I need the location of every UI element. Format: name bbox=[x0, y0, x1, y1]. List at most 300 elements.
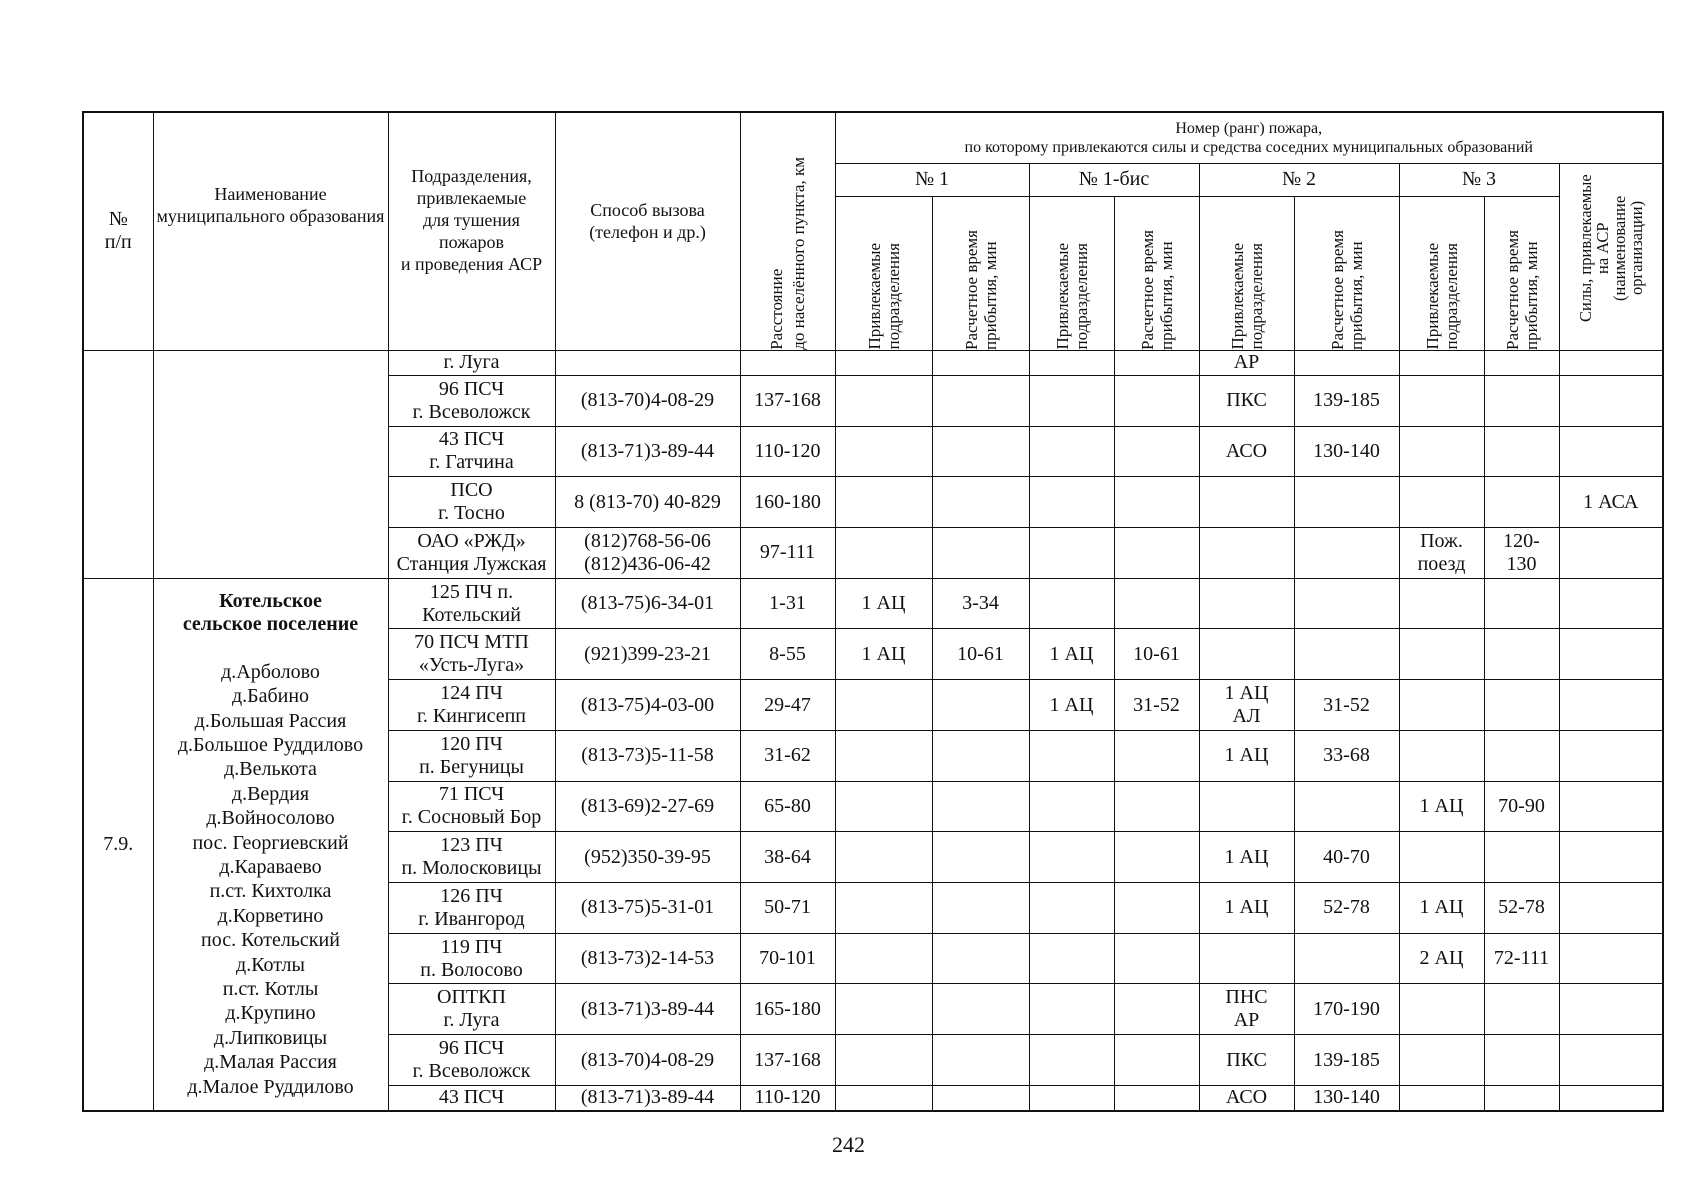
unit-line: 43 ПСЧ bbox=[438, 1086, 505, 1109]
unit-cell bbox=[388, 477, 555, 528]
header-municipality-text: Наименование муниципального образования bbox=[156, 184, 385, 226]
unit-line-stack bbox=[389, 1086, 555, 1109]
rank2-units-line-stack bbox=[1200, 440, 1294, 463]
unit-line: п. Волосово bbox=[420, 958, 523, 981]
phone-line-stack bbox=[556, 530, 740, 576]
rank2-time-cell bbox=[1294, 528, 1399, 579]
rank3-time-line-stack bbox=[1485, 896, 1559, 919]
header-distance-line: до населённого пункта, км bbox=[788, 156, 808, 350]
table-body bbox=[83, 350, 1663, 1111]
header-municipality bbox=[153, 112, 388, 350]
phone-cell bbox=[555, 680, 740, 731]
header-sub-line: Привлекаемые bbox=[864, 242, 884, 350]
phone-cell bbox=[555, 933, 740, 984]
unit-line: 43 ПСЧ bbox=[438, 428, 505, 451]
unit-line: г. Всеволожск bbox=[412, 400, 531, 423]
rank3-units-cell bbox=[1399, 781, 1484, 832]
unit-line-stack bbox=[389, 581, 555, 627]
phone-cell bbox=[555, 1035, 740, 1086]
rank2-units-line-stack bbox=[1200, 896, 1294, 919]
rank2-units-cell bbox=[1199, 1035, 1294, 1086]
rank1bis-time-cell bbox=[1114, 375, 1199, 426]
unit-line-stack bbox=[389, 885, 555, 931]
header-sub-line: подразделения bbox=[883, 243, 903, 350]
phone-cell bbox=[555, 629, 740, 680]
unit-cell bbox=[388, 680, 555, 731]
rank1bis-units-cell bbox=[1029, 984, 1114, 1035]
rank2-units-line: АСО bbox=[1225, 439, 1268, 462]
rank2-units-cell bbox=[1199, 832, 1294, 883]
header-r2-units bbox=[1199, 196, 1294, 350]
phone-cell bbox=[555, 1085, 740, 1111]
village-item: пос. Котельский bbox=[201, 929, 340, 952]
rank2-time-cell: 33-68 bbox=[1294, 730, 1399, 781]
rank3-time-cell bbox=[1484, 883, 1559, 934]
rank2-units-line-stack bbox=[1200, 1086, 1294, 1109]
phone-cell bbox=[555, 528, 740, 579]
municipality-cell-continued bbox=[153, 350, 388, 578]
rank3-units-line: Пож. bbox=[1420, 529, 1463, 552]
rank3-time-line-stack bbox=[1485, 947, 1559, 970]
header-sub-line: подразделения bbox=[1071, 243, 1091, 350]
rank1-time-cell bbox=[932, 528, 1029, 579]
asr-cell bbox=[1559, 984, 1663, 1035]
header-sub-line: подразделения bbox=[1441, 243, 1461, 350]
phone-line: (812)768-56-06 bbox=[584, 529, 711, 552]
village-item: п.ст. Кихтолка bbox=[209, 880, 332, 903]
rank2-units-cell bbox=[1199, 528, 1294, 579]
unit-line: 123 ПЧ bbox=[440, 834, 503, 857]
rank2-time-cell: 130-140 bbox=[1294, 1085, 1399, 1111]
asr-cell bbox=[1559, 629, 1663, 680]
rank2-time-cell: 31-52 bbox=[1294, 680, 1399, 731]
rank2-units-line: 1 АЦ bbox=[1224, 845, 1269, 868]
village-item: д.Вердия bbox=[231, 782, 310, 805]
header-sub-line: Расчетное время bbox=[1502, 229, 1522, 350]
unit-cell bbox=[388, 578, 555, 629]
phone-cell bbox=[555, 883, 740, 934]
village-item: д.Котлы bbox=[236, 953, 305, 976]
rank1-time-cell bbox=[932, 1035, 1029, 1086]
header-asr bbox=[1559, 163, 1663, 350]
rank3-units-cell bbox=[1399, 680, 1484, 731]
asr-cell bbox=[1559, 730, 1663, 781]
rank1bis-time-cell bbox=[1114, 1035, 1199, 1086]
header-units-line: для тушения bbox=[423, 210, 520, 230]
rank1bis-units-cell bbox=[1029, 883, 1114, 934]
asr-cell bbox=[1559, 1085, 1663, 1111]
rank1-time-cell bbox=[932, 375, 1029, 426]
asr-cell bbox=[1559, 883, 1663, 934]
rank1-time-cell bbox=[932, 1085, 1029, 1111]
unit-line: 96 ПСЧ bbox=[438, 377, 505, 400]
unit-line: ОАО «РЖД» bbox=[417, 529, 526, 552]
distance-cell: 70-101 bbox=[740, 933, 835, 984]
rank2-units-line: ПКС bbox=[1226, 1048, 1267, 1071]
village-item: д.Крупино bbox=[225, 1002, 316, 1025]
header-sub-line: подразделения bbox=[1246, 243, 1266, 350]
rank1-units-cell bbox=[835, 350, 932, 375]
phone-line-stack bbox=[556, 491, 740, 514]
header-sub-line: прибытия, мин bbox=[980, 240, 1000, 350]
rank1bis-units-cell: 1 АЦ bbox=[1029, 629, 1114, 680]
unit-cell bbox=[388, 350, 555, 375]
rank3-units-cell bbox=[1399, 730, 1484, 781]
distance-cell: 165-180 bbox=[740, 984, 835, 1035]
header-num-text: № п/п bbox=[104, 208, 132, 254]
village-item: д.Арболово bbox=[221, 660, 320, 683]
unit-line: 125 ПЧ п. bbox=[429, 580, 514, 603]
section-municipality bbox=[153, 578, 388, 1111]
village-item: п.ст. Котлы bbox=[222, 977, 319, 1000]
section-name-line: Котельское bbox=[219, 589, 322, 612]
phone-line-stack bbox=[556, 440, 740, 463]
table-row bbox=[83, 578, 1663, 629]
rank2-time-cell bbox=[1294, 629, 1399, 680]
header-r2-time bbox=[1294, 196, 1399, 350]
phone-line-stack bbox=[556, 795, 740, 818]
rank1bis-time-cell bbox=[1114, 477, 1199, 528]
rank2-time-cell: 130-140 bbox=[1294, 426, 1399, 477]
village-item: д.Корветино bbox=[217, 904, 324, 927]
unit-line-stack bbox=[389, 631, 555, 677]
rank2-units-cell bbox=[1199, 629, 1294, 680]
phone-line-stack bbox=[556, 744, 740, 767]
rank3-time-cell bbox=[1484, 1035, 1559, 1086]
rank1-time-cell bbox=[932, 426, 1029, 477]
unit-line: г. Ивангород bbox=[418, 907, 525, 930]
header-rank-1: № 1 bbox=[835, 163, 1029, 196]
header-sub-line: прибытия, мин bbox=[1346, 240, 1366, 350]
rank3-units-cell bbox=[1399, 350, 1484, 375]
rank1bis-time-cell bbox=[1114, 426, 1199, 477]
phone-line-stack bbox=[556, 896, 740, 919]
header-sub-line: прибытия, мин bbox=[1156, 240, 1176, 350]
rank1-units-cell bbox=[835, 528, 932, 579]
rank2-time-cell bbox=[1294, 933, 1399, 984]
rank1-units-cell: 1 АЦ bbox=[835, 629, 932, 680]
rank1-units-cell: 1 АЦ bbox=[835, 578, 932, 629]
rank3-time-line-stack bbox=[1485, 795, 1559, 818]
phone-line: (813-75)6-34-01 bbox=[580, 592, 715, 615]
unit-line: Станция Лужская bbox=[396, 552, 547, 575]
header-r1-time bbox=[932, 196, 1029, 350]
phone-cell bbox=[555, 984, 740, 1035]
rank3-units-cell bbox=[1399, 477, 1484, 528]
section-name-line: сельское поселение bbox=[182, 612, 359, 635]
distance-cell: 110-120 bbox=[740, 1085, 835, 1111]
rank1-units-cell bbox=[835, 883, 932, 934]
rank1bis-units-cell bbox=[1029, 375, 1114, 426]
rank3-time-cell bbox=[1484, 375, 1559, 426]
rank1-units-cell bbox=[835, 781, 932, 832]
header-asr-line: на АСР bbox=[1592, 221, 1612, 274]
distance-cell: 38-64 bbox=[740, 832, 835, 883]
rank2-units-line: 1 АЦ bbox=[1224, 896, 1269, 919]
unit-line: Котельский bbox=[422, 603, 521, 626]
asr-cell: 1 АСА bbox=[1559, 477, 1663, 528]
rank2-units-line: АЛ bbox=[1232, 705, 1261, 728]
unit-cell bbox=[388, 832, 555, 883]
unit-line-stack bbox=[389, 351, 555, 374]
header-units bbox=[388, 112, 555, 350]
rank3-time-cell bbox=[1484, 832, 1559, 883]
header-distance bbox=[740, 112, 835, 350]
distance-cell: 1-31 bbox=[740, 578, 835, 629]
rank3-time-cell bbox=[1484, 680, 1559, 731]
header-sub-line: Привлекаемые bbox=[1227, 242, 1247, 350]
rank1bis-time-cell bbox=[1114, 883, 1199, 934]
rank1-units-cell bbox=[835, 984, 932, 1035]
phone-line: (952)350-39-95 bbox=[584, 845, 711, 868]
rank3-time-cell bbox=[1484, 1085, 1559, 1111]
phone-line: (921)399-23-21 bbox=[584, 642, 711, 665]
rank2-units-cell bbox=[1199, 477, 1294, 528]
unit-cell bbox=[388, 375, 555, 426]
rank3-time-line-stack bbox=[1485, 530, 1559, 576]
rank1bis-time-cell bbox=[1114, 1085, 1199, 1111]
asr-cell bbox=[1559, 426, 1663, 477]
header-units-line: Подразделения, bbox=[411, 166, 532, 186]
unit-line: г. Луга bbox=[443, 1009, 500, 1032]
rank1bis-units-cell bbox=[1029, 781, 1114, 832]
unit-line: «Усть-Луга» bbox=[418, 654, 525, 677]
phone-cell bbox=[555, 477, 740, 528]
rank3-time-cell bbox=[1484, 984, 1559, 1035]
rank3-units-line-stack bbox=[1400, 896, 1484, 919]
header-sub-line: Расчетное время bbox=[961, 229, 981, 350]
unit-cell bbox=[388, 528, 555, 579]
rank1bis-units-cell bbox=[1029, 1035, 1114, 1086]
rank1-time-cell bbox=[932, 984, 1029, 1035]
rank2-time-cell bbox=[1294, 781, 1399, 832]
rank2-units-cell bbox=[1199, 375, 1294, 426]
rank3-units-cell bbox=[1399, 933, 1484, 984]
rank2-units-line: АСО bbox=[1225, 1086, 1268, 1109]
rank2-units-cell bbox=[1199, 578, 1294, 629]
rank1-units-cell bbox=[835, 730, 932, 781]
header-call-line: (телефон и др.) bbox=[589, 222, 706, 242]
unit-cell bbox=[388, 730, 555, 781]
rank3-time-line: 52-78 bbox=[1498, 896, 1545, 919]
rank1bis-time-cell bbox=[1114, 350, 1199, 375]
page-number: 242 bbox=[832, 1132, 865, 1157]
phone-line-stack bbox=[556, 592, 740, 615]
rank3-units-cell bbox=[1399, 629, 1484, 680]
rank2-time-cell bbox=[1294, 477, 1399, 528]
unit-line-stack bbox=[389, 530, 555, 576]
rank2-units-line: АР bbox=[1233, 1009, 1260, 1032]
asr-cell bbox=[1559, 781, 1663, 832]
header-rank-2: № 2 bbox=[1199, 163, 1399, 196]
phone-line: (813-69)2-27-69 bbox=[580, 794, 715, 817]
unit-line: 71 ПСЧ bbox=[438, 783, 505, 806]
phone-line: 8 (813-70) 40-829 bbox=[574, 490, 721, 513]
unit-line: г. Луга bbox=[443, 351, 500, 374]
header-asr-line: (наименование bbox=[1609, 194, 1629, 301]
rank1bis-units-cell bbox=[1029, 1085, 1114, 1111]
unit-line: г. Всеволожск bbox=[412, 1060, 531, 1083]
phone-line: (813-71)3-89-44 bbox=[580, 997, 715, 1020]
rank1bis-units-cell bbox=[1029, 832, 1114, 883]
rank3-units-line-stack bbox=[1400, 947, 1484, 970]
rank2-units-line: АР bbox=[1233, 351, 1260, 374]
phone-cell bbox=[555, 426, 740, 477]
phone-line-stack bbox=[556, 998, 740, 1021]
rank1-units-cell bbox=[835, 832, 932, 883]
distance-cell: 50-71 bbox=[740, 883, 835, 934]
rank3-units-line: 1 АЦ bbox=[1419, 896, 1464, 919]
phone-line: (812)436-06-42 bbox=[584, 552, 711, 575]
rank3-time-cell bbox=[1484, 350, 1559, 375]
header-call bbox=[555, 112, 740, 350]
fire-resources-table bbox=[82, 111, 1664, 1112]
header-distance-line: Расстояние bbox=[766, 268, 786, 350]
phone-line: (813-71)3-89-44 bbox=[580, 1086, 715, 1109]
rank2-units-cell bbox=[1199, 933, 1294, 984]
unit-line-stack bbox=[389, 378, 555, 424]
rank3-units-line-stack bbox=[1400, 795, 1484, 818]
phone-line-stack bbox=[556, 643, 740, 666]
rank1-time-cell bbox=[932, 477, 1029, 528]
distance-cell: 65-80 bbox=[740, 781, 835, 832]
rank2-units-cell bbox=[1199, 426, 1294, 477]
rank2-units-line-stack bbox=[1200, 351, 1294, 374]
rank3-units-line: 1 АЦ bbox=[1419, 794, 1464, 817]
unit-line: 120 ПЧ bbox=[440, 732, 503, 755]
unit-line: 96 ПСЧ bbox=[438, 1037, 505, 1060]
rank3-time-cell bbox=[1484, 578, 1559, 629]
rank1-time-cell bbox=[932, 933, 1029, 984]
rank2-units-cell bbox=[1199, 1085, 1294, 1111]
village-item: д.Липковицы bbox=[213, 1026, 328, 1049]
distance-cell: 29-47 bbox=[740, 680, 835, 731]
unit-line: г. Сосновый Бор bbox=[401, 806, 542, 829]
header-r1-units bbox=[835, 196, 932, 350]
unit-line: г. Гатчина bbox=[429, 451, 514, 474]
unit-line-stack bbox=[389, 986, 555, 1032]
rank2-units-cell bbox=[1199, 730, 1294, 781]
rank3-units-cell bbox=[1399, 528, 1484, 579]
asr-cell bbox=[1559, 933, 1663, 984]
village-list bbox=[154, 660, 388, 1099]
rank1bis-time-cell bbox=[1114, 578, 1199, 629]
rank1-time-cell: 3-34 bbox=[932, 578, 1029, 629]
rank1bis-time-cell: 10-61 bbox=[1114, 629, 1199, 680]
distance-cell: 137-168 bbox=[740, 375, 835, 426]
rank1bis-time-cell bbox=[1114, 781, 1199, 832]
phone-line-stack bbox=[556, 1049, 740, 1072]
header-num bbox=[83, 112, 153, 350]
rank2-units-line-stack bbox=[1200, 1049, 1294, 1072]
phone-cell bbox=[555, 350, 740, 375]
unit-line: 124 ПЧ bbox=[440, 682, 503, 705]
unit-cell bbox=[388, 1085, 555, 1111]
header-fire-rank-line: по которому привлекаются силы и средства соседних муниципальных образований bbox=[964, 139, 1533, 156]
unit-line-stack bbox=[389, 834, 555, 880]
header-sub-line: Расчетное время bbox=[1327, 229, 1347, 350]
rank2-units-line-stack bbox=[1200, 744, 1294, 767]
asr-cell bbox=[1559, 375, 1663, 426]
rank2-units-line: ПНС bbox=[1225, 986, 1268, 1009]
header-asr-line: Силы, привлекаемые bbox=[1575, 173, 1595, 322]
rank3-units-cell bbox=[1399, 1085, 1484, 1111]
distance-cell: 160-180 bbox=[740, 477, 835, 528]
village-item: д.Войносолово bbox=[206, 807, 335, 830]
unit-cell bbox=[388, 933, 555, 984]
unit-line-stack bbox=[389, 783, 555, 829]
header-sub-line: Расчетное время bbox=[1137, 229, 1157, 350]
rank2-units-cell bbox=[1199, 781, 1294, 832]
rank3-units-cell bbox=[1399, 832, 1484, 883]
section-number: 7.9. bbox=[83, 578, 153, 1111]
rank1bis-time-cell: 31-52 bbox=[1114, 680, 1199, 731]
phone-line: (813-75)4-03-00 bbox=[580, 693, 715, 716]
rank1-units-cell bbox=[835, 477, 932, 528]
rank3-time-cell bbox=[1484, 477, 1559, 528]
rank1bis-units-cell bbox=[1029, 933, 1114, 984]
asr-cell bbox=[1559, 578, 1663, 629]
phone-line: (813-73)5-11-58 bbox=[581, 744, 714, 767]
rank3-time-cell bbox=[1484, 730, 1559, 781]
rank2-time-cell: 170-190 bbox=[1294, 984, 1399, 1035]
unit-cell bbox=[388, 426, 555, 477]
distance-cell: 137-168 bbox=[740, 1035, 835, 1086]
village-item: д.Караваево bbox=[219, 855, 322, 878]
rank1bis-time-cell bbox=[1114, 933, 1199, 984]
phone-line: (813-71)3-89-44 bbox=[580, 439, 715, 462]
header-rank-3: № 3 bbox=[1399, 163, 1559, 196]
unit-line: п. Молосковицы bbox=[401, 857, 542, 880]
rank3-units-cell bbox=[1399, 1035, 1484, 1086]
rank1-units-cell bbox=[835, 375, 932, 426]
village-item: д.Велькота bbox=[224, 758, 317, 781]
phone-line-stack bbox=[556, 694, 740, 717]
unit-cell bbox=[388, 984, 555, 1035]
rank2-units-line: 1 АЦ bbox=[1224, 682, 1269, 705]
distance-cell bbox=[740, 350, 835, 375]
rank3-units-cell bbox=[1399, 883, 1484, 934]
rank1-time-cell bbox=[932, 883, 1029, 934]
village-item: д.Малая Рассия bbox=[204, 1051, 337, 1074]
rank1-units-cell bbox=[835, 1085, 932, 1111]
rank2-units-line-stack bbox=[1200, 682, 1294, 728]
header-rank-1bis: № 1-бис bbox=[1029, 163, 1199, 196]
header-call-line: Способ вызова bbox=[590, 200, 705, 220]
rank1-time-cell bbox=[932, 730, 1029, 781]
rank3-units-line: 2 АЦ bbox=[1419, 947, 1464, 970]
rank1bis-units-cell bbox=[1029, 350, 1114, 375]
unit-line-stack bbox=[389, 1037, 555, 1083]
rank1bis-units-cell bbox=[1029, 730, 1114, 781]
unit-line: ОПТКП bbox=[437, 986, 506, 1009]
rank1-units-cell bbox=[835, 426, 932, 477]
rank3-units-line-stack bbox=[1400, 530, 1484, 576]
rank2-units-line-stack bbox=[1200, 389, 1294, 412]
asr-cell bbox=[1559, 350, 1663, 375]
rank1-time-cell bbox=[932, 781, 1029, 832]
unit-line: п. Бегуницы bbox=[419, 755, 524, 778]
rank2-units-line-stack bbox=[1200, 986, 1294, 1032]
asr-cell bbox=[1559, 1035, 1663, 1086]
village-item: д.Бабино bbox=[231, 685, 310, 708]
rank3-time-cell bbox=[1484, 528, 1559, 579]
phone-line-stack bbox=[556, 1086, 740, 1109]
phone-cell bbox=[555, 375, 740, 426]
rank1bis-units-cell bbox=[1029, 528, 1114, 579]
rank1bis-time-cell bbox=[1114, 730, 1199, 781]
rank1-time-cell bbox=[932, 680, 1029, 731]
